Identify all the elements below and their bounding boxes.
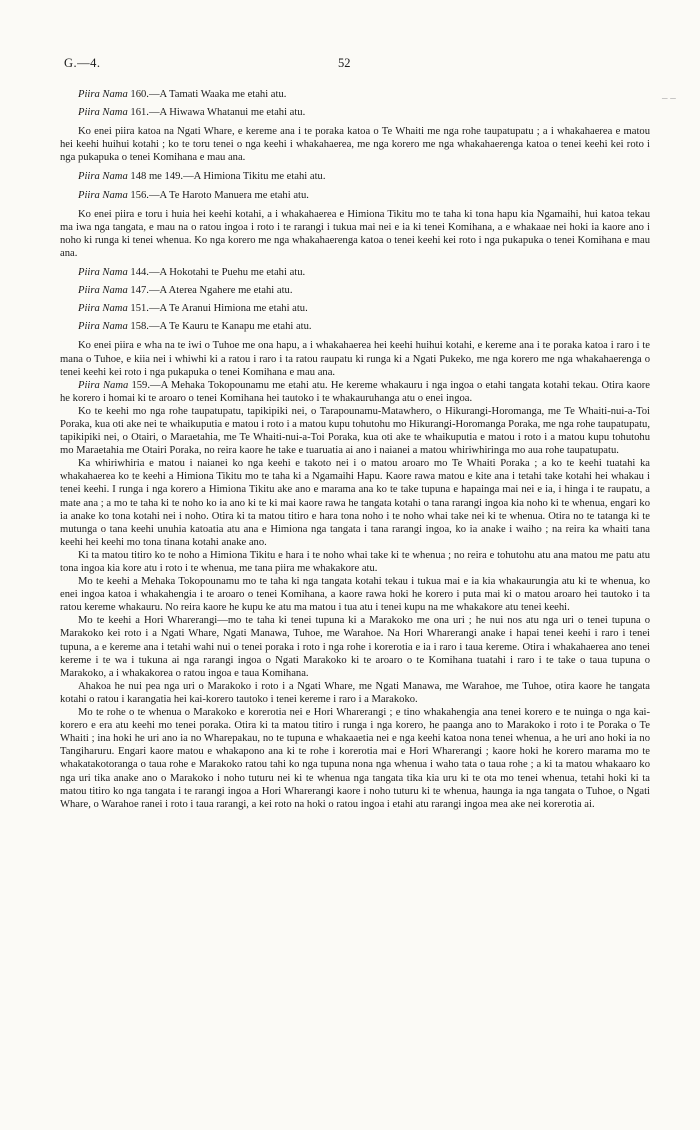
paragraph (60, 379, 650, 405)
appeal-heading (60, 284, 650, 297)
appeal-label: Piira Nama (78, 267, 128, 279)
paragraph (60, 405, 650, 457)
appeal-label: Piira Nama (78, 303, 128, 315)
document-body (60, 82, 650, 811)
appeal-heading (60, 170, 650, 183)
paragraph-text: 160.—A Tamati Waaka me etahi atu. (127, 89, 287, 100)
appeal-heading (60, 266, 650, 279)
paragraph-text: Ki ta matou titiro ko te noho a Himiona Tikitu e hara i te noho whai take ki te whenua ; no reira e tohutohu atu ana matou me patu atu tona ingoa kia kore atu i roto i te whenua, me tana piira me whakakore atu. (60, 549, 650, 574)
paragraph-text: Ko enei piira e toru i huia hei keehi kotahi, a i whakahaerea e Himiona Tikitu mo te taha ki tona hapu kia Ngamaihi, hui katoa tekau ma iwa nga tangata, e mau na o ratou ingoa i roto i te rarangi i tukua mai nei e ia ki tenei Komihana, a e whakaae nei hoki ia kaore ano i noho ki runga ki tenei whenua. Ko nga korero me nga whakahaerenga katoa o tenei keehi kei roto i nga pukapuka o tenei Komihana e mau ana. (60, 208, 650, 259)
paragraph (60, 549, 650, 575)
page-header (64, 56, 652, 74)
paragraph-text: 151.—A Te Aranui Himiona me etahi atu. (127, 303, 308, 315)
paragraph-text: 148 me 149.—A Himiona Tikitu me etahi atu. (127, 171, 326, 183)
paragraph-text: Mo te keehi a Hori Wharerangi—mo te taha ki tenei tupuna ki a Marakoko me ona uri ; he nui nos atu nga uri o tenei tupuna o Marakoko kei roto i a Ngati Whare, Ngati Manawa, Tuhoe, me Warahoe. Na Hori Wharerangi anake i hapai tenei keehi i raro i tenei tupuna, a e kereme ana i tetahi wahi nui o tenei poraka i roto i nga rohe i korerotia e ia i raro i taua kereme. Otira i whakahaerea ano tenei kereme i te wa i tukuna ai nga rarangi ingoa o Ngati Marakoko ki te aroaro o te Komihana tuatahi i raro i te take o taua tupuna o Marakoko, a i whakakorea o ratou ingoa e taua Komihana. (60, 615, 650, 679)
appeal-label: Piira Nama (78, 379, 129, 391)
page-number: 52 (338, 56, 351, 70)
paragraph (60, 575, 650, 614)
paragraph-text: 161.—A Hiwawa Whatanui me etahi atu. (127, 107, 306, 119)
appeal-label: Piira Nama (78, 321, 128, 333)
appeal-heading (60, 302, 650, 315)
paragraph (60, 614, 650, 679)
appeal-heading (60, 320, 650, 333)
paragraph-text: 147.—A Aterea Ngahere me etahi atu. (127, 285, 293, 297)
appeal-label: Piira Nama (78, 189, 128, 201)
appeal-heading (60, 106, 650, 119)
paragraph (60, 457, 650, 549)
appeal-heading (60, 88, 650, 101)
paragraph-text: 158.—A Te Kauru te Kanapu me etahi atu. (127, 321, 312, 333)
paragraph-text: 156.—A Te Haroto Manuera me etahi atu. (127, 189, 309, 201)
paragraph-text: Ko enei piira e wha na te iwi o Tuhoe me ona hapu, a i whakahaerea hei keehi huihui kotahi, e kereme ana i te poraka katoa i raro i te mana o Tuhoe, e kiia nei i whiwhi ki a ratou i raro i ta ratou raupatu ki runga ki a Ngati Pukeko, me nga korero me nga whakahaerenga o tenei keehi kei roto i nga pukapuka o tenei Komihana e mau ana. (60, 340, 650, 378)
paragraph-text: 159.—A Mehaka Tokopounamu me etahi atu. He kereme whakauru i nga ingoa o etahi tangata kotahi tekau. Otira kaore he korero i homai ki te aroaro o tenei Komihana hei tautoko i te whakauruhanga atu o enei ingoa. (60, 379, 650, 404)
paragraph (60, 680, 650, 706)
paragraph (60, 208, 650, 260)
document-reference: G.—4. (64, 56, 101, 70)
paragraph-text: Mo te rohe o te whenua o Marakoko e korerotia nei e Hori Wharerangi ; e tino whakahengia ana tenei korero e te nuinga o nga kai-korero e era atu keehi mo tenei poraka. Otira ki ta matou titiro i runga i nga korero, he paanga ano to Marakoko i roto i te Poraka o Te Whaiti ; ina hoki he uri ano ia no Wharepakau, no te tupuna e whakaaetia nei e nga keehi katoa nona tenei whenua, a he uri ano hoki ia no Tangiharuru. Engari kaore matou e whakapono ana ki te rohe i korerotia mai e Hori Wharerangi ; kaore hoki he korero marama mo te whakatakotoranga o taua rohe e Marakoko ratou tahi ko nga tupuna nona nga whenua i waho tata o taua rohe ; a ki ta matou whakaaro ko nga uri tika anake ano o Marakoko i noho tuturu nei ki te whenua nga tangata tika kia uru ki te ota mo tenei whenua, tetahi hoki ki ta matou titiro ko nga tangata i te rarangi ingoa a Hori Wharerangi kaore i noho tuturu ki te whenua, haunga ia nga tangata o Tuhoe, o Ngati Whare, o Warahoe ranei i roto i taua rarangi, a kei roto na hoki o ratou ingoa i etahi atu rarangi ingoa mea ake nei korerotia ai. (60, 707, 650, 810)
appeal-label: Piira Nama (78, 107, 128, 119)
appeal-label: Piira Nama (78, 285, 128, 297)
paragraph-text: Ahakoa he nui pea nga uri o Marakoko i roto i a Ngati Whare, me Ngati Manawa, me Warahoe, me Tuhoe, otira kaore he tangata kotahi o ratou i karangatia hei kai-korero tautoko i tenei kereme i raro i a Marakoko. (60, 680, 650, 705)
paragraph-text: Ko enei piira katoa na Ngati Whare, e kereme ana i te poraka katoa o Te Whaiti me nga rohe taupatupatu ; a i whakahaerea e matou hei keehi huihui kotahi ; ko te toru tenei o nga keehi i whakahaerea, me nga korero me nga whakahaerenga katoa o tenei keehi kei roto i nga pukapuka o tenei Komihana e mau ana. (60, 126, 650, 164)
appeal-heading (60, 189, 650, 202)
paragraph (60, 339, 650, 378)
paragraph-text: Ka whiriwhiria e matou i naianei ko nga keehi e takoto nei i o matou aroaro mo Te Whaiti Poraka ; a ko te keehi tuatahi ka whakahaerea ko te keehi a Himiona Tikitu mo te taha ki a Ngamaihi Hapu. Kaore rawa matou e kite ana i tetahi take kotahi hei whakau i tenei keehi. I runga i nga korero a Himiona Tikitu ake ano e marama ana ko te take tupuna e hapainga mai nei e ia, i hinga i te raupatu, a mate ana ; a mo te taha ki te noho ko ia ano ki te ki mai kaore rawa he tangata kotahi o tana rarangi ingoa kia noho ki te whenua, engari ko ia anake ko tona kotahi nei i noho. Otira ki ta matou titiro e hara tona noho i te noho whai take nei ki te whenua. Otira no te tatanga ki te mutunga o tana keehi unuhia katoatia atu ana e Himiona nga tangata i tana rarangi ingoa, ko ia anake i waiho ; na reira ka whaiti tana keehi hei keehi mo tona tinana kotahi anake ano. (60, 458, 650, 548)
paragraph-text: Ko te keehi mo nga rohe taupatupatu, tapikipiki nei, o Tarapounamu-Matawhero, o Hikurangi-Horomanga, me Te Whaiti-nui-a-Toi Poraka, kua oti ake nei te whaikuputia e matou i roto i a matou kupu tohutohu mo Hikurangi-Horomanga Poraka, me nga rohe taupatupatu, tapikipiki nei, o Otairi, o Maraetahia, me Te Whaiti-nui-a-Toi Poraka, kua oti ake te whaikuputia e matou i roto i a matou kupu tohutohu mo Maraetahia me Otairi Poraka, no reira kaore he take e tuaruatia ai ano i naianei a matou whiriwhiringa mo aua rohe taupatupatu. (60, 405, 650, 457)
paragraph-text: 144.—A Hokotahi te Puehu me etahi atu. (127, 267, 306, 279)
paragraph-text: Mo te keehi a Mehaka Tokopounamu mo te taha ki nga tangata kotahi tekau i tukua mai e ia kia whakaurungia atu ki te whenua, ko enei ingoa katoa i whakahengia i te aroaro o tenei Komihana, a kaore rawa hoki he korero i puta mai ki o matou aroaro hei tautoko i ta ratou kereme whakauru. No reira kaore he kupu ke atu ma matou i tua atu i tenei kupu na me whakakore atu tenei keehi. (60, 576, 650, 614)
appeal-label: Piira Nama (78, 171, 128, 183)
paragraph (60, 125, 650, 164)
paragraph (60, 706, 650, 811)
margin-mark: ‒ ‒ (662, 92, 676, 104)
appeal-label: Piira Nama (78, 89, 128, 100)
